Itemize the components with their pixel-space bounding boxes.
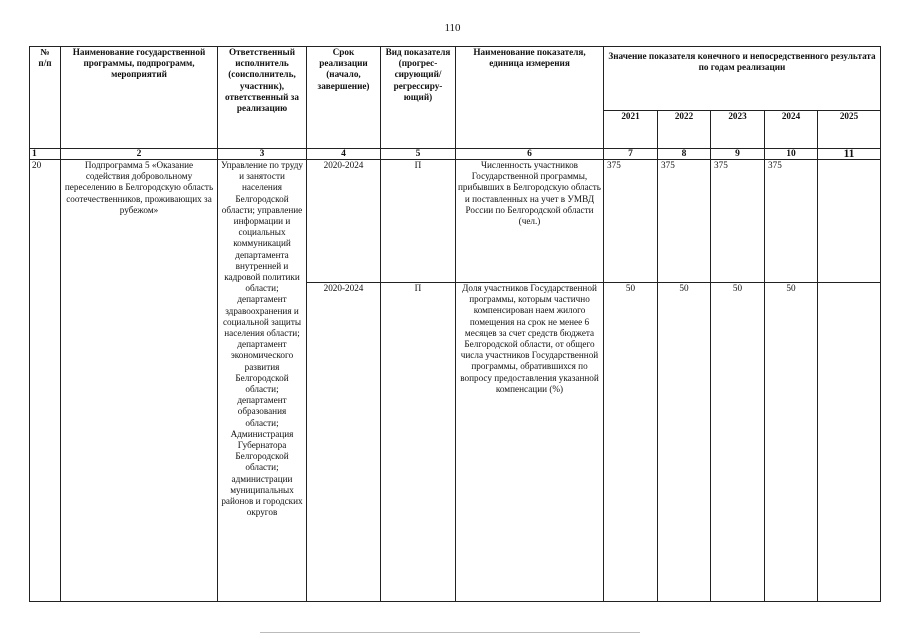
column-number-row <box>30 149 881 160</box>
col-num-2: 2 <box>61 149 218 160</box>
indicator-type: П <box>381 283 456 602</box>
header-type: Вид показателя (прогрес-сирующий/ регрессиру-ющий) <box>381 47 456 149</box>
indicator-name: Численность участников Государственной программы, прибывших в Белгородскую область и поставленных на учет в УМВД России по Белгородской области (чел.) <box>456 160 604 283</box>
year-2025: 2025 <box>818 111 881 149</box>
value-2023: 50 <box>711 283 765 602</box>
value-2024: 50 <box>765 283 818 602</box>
value-2024: 375 <box>765 160 818 283</box>
col-num-1: 1 <box>30 149 61 160</box>
header-period: Срок реализации (начало, завершение) <box>307 47 381 149</box>
value-2021: 375 <box>604 160 658 283</box>
header-row <box>30 47 881 111</box>
col-num-7: 7 <box>604 149 658 160</box>
year-2023: 2023 <box>711 111 765 149</box>
year-2024: 2024 <box>765 111 818 149</box>
col-num-8: 8 <box>658 149 711 160</box>
table-row <box>30 160 881 283</box>
col-num-10: 10 <box>765 149 818 160</box>
year-2022: 2022 <box>658 111 711 149</box>
executor-list: Управление по труду и занятости населения Белгородской области; управление информации и социальных коммуникаций департамента внутренней и кадровой политики области; департамент здравоохранения и социальной защиты населения области; департамент экономического развития Белгородской области; департамент образования области; Администрация Губернатора Белгородской области; администрации муниципальных районов и городских округов <box>218 160 307 602</box>
col-num-11: 11 <box>818 149 881 160</box>
header-indicator: Наименование показателя, единица измерения <box>456 47 604 149</box>
indicator-period: 2020-2024 <box>307 160 381 283</box>
page-number: 110 <box>444 22 461 34</box>
program-indicators-table <box>29 46 881 602</box>
year-2021: 2021 <box>604 111 658 149</box>
header-values: Значение показателя конечного и непосредственного результата по годам реализации <box>604 47 881 111</box>
col-num-4: 4 <box>307 149 381 160</box>
row-number: 20 <box>30 160 61 602</box>
col-num-6: 6 <box>456 149 604 160</box>
value-2025 <box>818 283 881 602</box>
value-2023: 375 <box>711 160 765 283</box>
header-program: Наименование государственной программы, подпрограмм, мероприятий <box>61 47 218 149</box>
indicator-type: П <box>381 160 456 283</box>
program-name: Подпрограмма 5 «Оказание содействия добровольному переселению в Белгородскую область соотечественников, проживающих за рубежом» <box>61 160 218 602</box>
value-2025 <box>818 160 881 283</box>
value-2022: 375 <box>658 160 711 283</box>
col-num-3: 3 <box>218 149 307 160</box>
header-executor: Ответственный исполнитель (соисполнитель, участник), ответственный за реализацию <box>218 47 307 149</box>
col-num-5: 5 <box>381 149 456 160</box>
indicator-name: Доля участников Государственной программы, которым частично компенсирован наем жилого помещения на срок не менее 6 месяцев за счет средств бюджета Белгородской области, от общего числа участников Государственной программы, обратившихся по вопросу предоставления указанной компенсации (%) <box>456 283 604 602</box>
page-bottom-rule <box>260 632 640 633</box>
indicator-period: 2020-2024 <box>307 283 381 602</box>
col-num-9: 9 <box>711 149 765 160</box>
value-2021: 50 <box>604 283 658 602</box>
header-number: № п/п <box>30 47 61 149</box>
value-2022: 50 <box>658 283 711 602</box>
